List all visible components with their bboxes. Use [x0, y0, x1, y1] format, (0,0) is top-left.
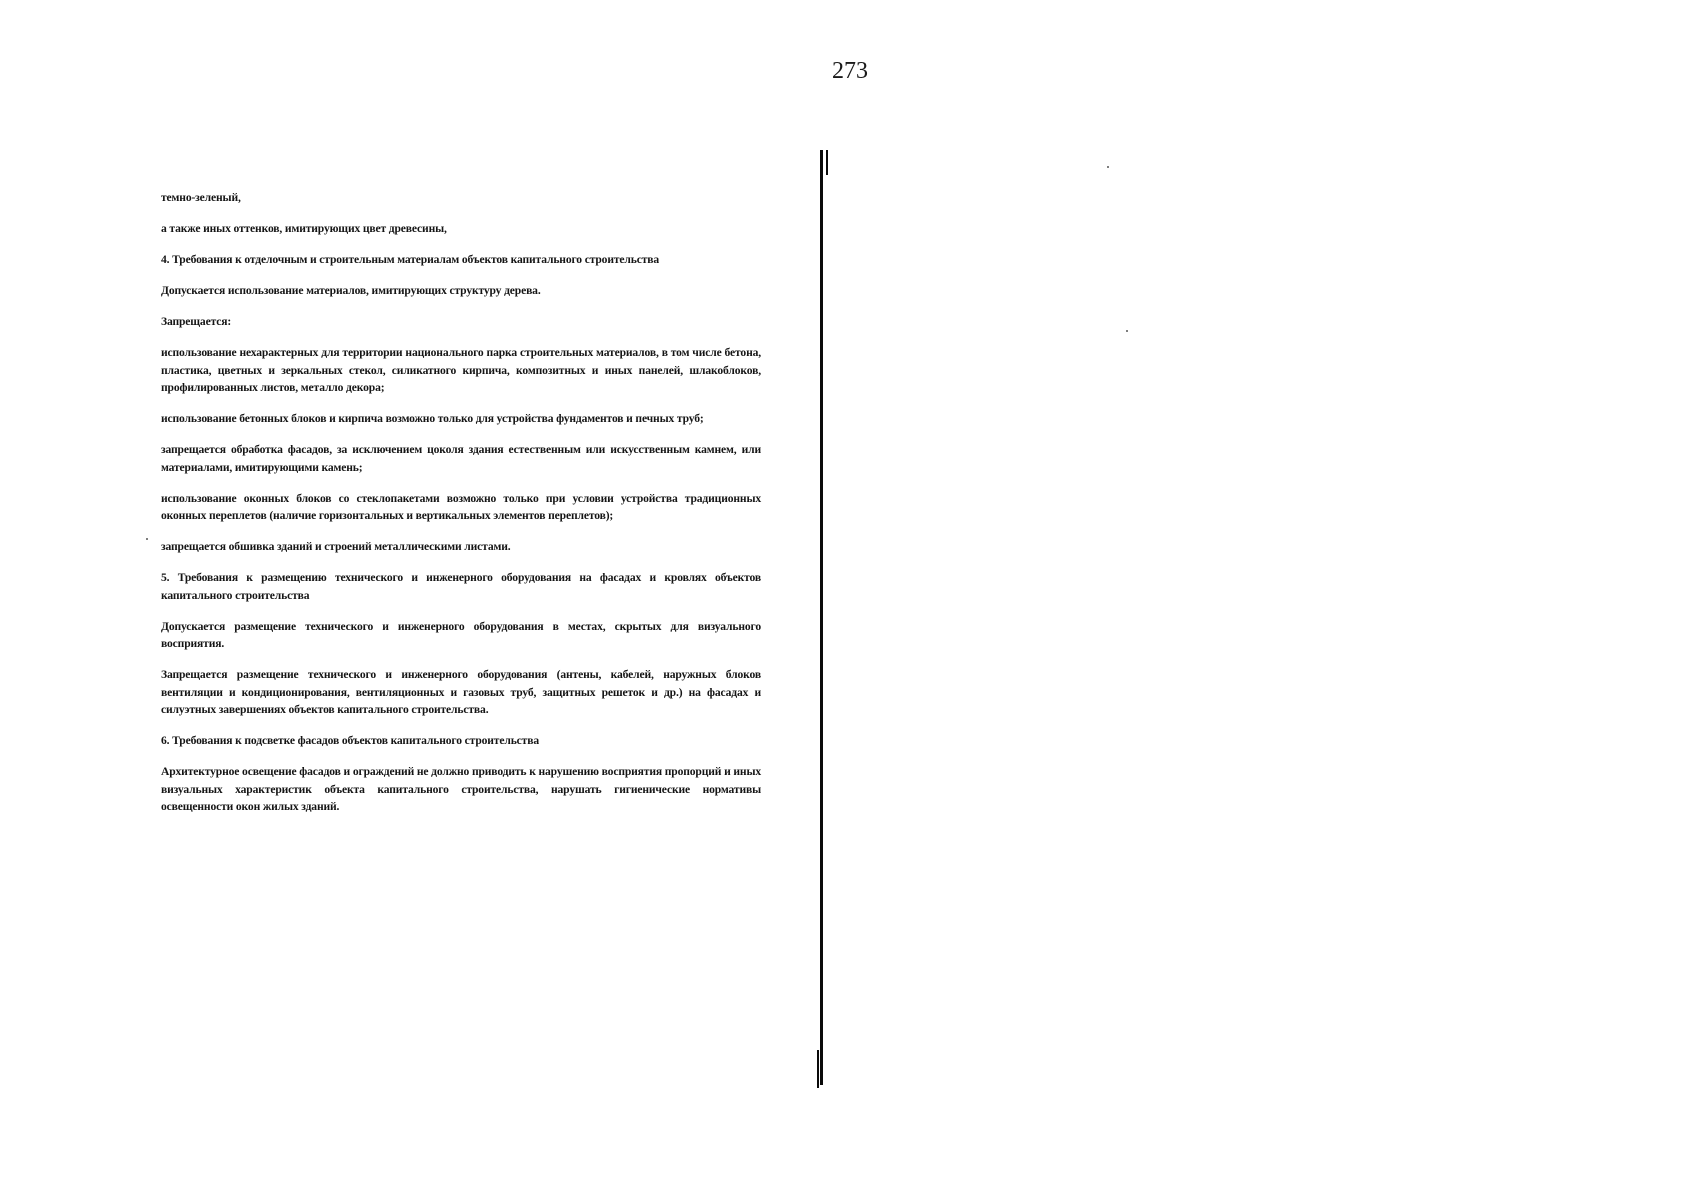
- paragraph: Допускается размещение технического и инженерного оборудования в местах, скрытых для визуального восприятия.: [161, 619, 761, 650]
- page-fold-line: [820, 150, 823, 1085]
- paragraph: запрещается обшивка зданий и строений металлическими листами.: [161, 540, 511, 553]
- section-heading: 5. Требования к размещению технического и инженерного оборудования на фасадах и кровлях объектов капитального строительства: [161, 571, 761, 602]
- scan-speck: [1126, 330, 1128, 332]
- section-heading: 6. Требования к подсветке фасадов объектов капитального строительства: [161, 734, 539, 747]
- paragraph: использование нехарактерных для территории национального парка строительных материалов, в том числе бетона, пластика, цветных и зеркальных стекол, силикатного кирпича, композитных и иных панелей, шлакоблоков, профилированных листов, металло декора;: [161, 346, 761, 394]
- paragraph: Архитектурное освещение фасадов и ограждений не должно приводить к нарушению восприятия пропорций и иных визуальных характеристик объекта капитального строительства, нарушать гигиенические нормативы освещенности окон жилых зданий.: [161, 765, 761, 813]
- scan-speck: [146, 538, 148, 540]
- paragraph: использование оконных блоков со стеклопакетами возможно только при условии устройства традиционных оконных переплетов (наличие горизонтальных и вертикальных элементов переплетов);: [161, 491, 761, 522]
- paragraph: Запрещается размещение технического и инженерного оборудования (антены, кабелей, наружных блоков вентиляции и кондиционирования, вентиляционных и газовых труб, защитных решеток и др.) на фасадах и силуэтных завершениях объектов капитального строительства.: [161, 668, 761, 716]
- section-heading: 4. Требования к отделочным и строительным материалам объектов капитального строительства: [161, 253, 660, 266]
- paragraph: использование бетонных блоков и кирпича возможно только для устройства фундаментов и печных труб;: [161, 412, 704, 425]
- paragraph: запрещается обработка фасадов, за исключением цоколя здания естественным или искусственным камнем, или материалами, имитирующими камень;: [161, 443, 761, 474]
- document-body: [161, 189, 761, 829]
- fold-line-mark: [826, 150, 828, 175]
- paragraph: темно-зеленый,: [161, 191, 241, 204]
- paragraph: Запрещается:: [161, 315, 232, 328]
- fold-line-mark: [817, 1050, 819, 1088]
- page-number: 273: [832, 58, 868, 84]
- paragraph: Допускается использование материалов, имитирующих структуру дерева.: [161, 284, 541, 297]
- scan-speck: [1107, 166, 1109, 168]
- paragraph: а также иных оттенков, имитирующих цвет древесины,: [161, 222, 447, 235]
